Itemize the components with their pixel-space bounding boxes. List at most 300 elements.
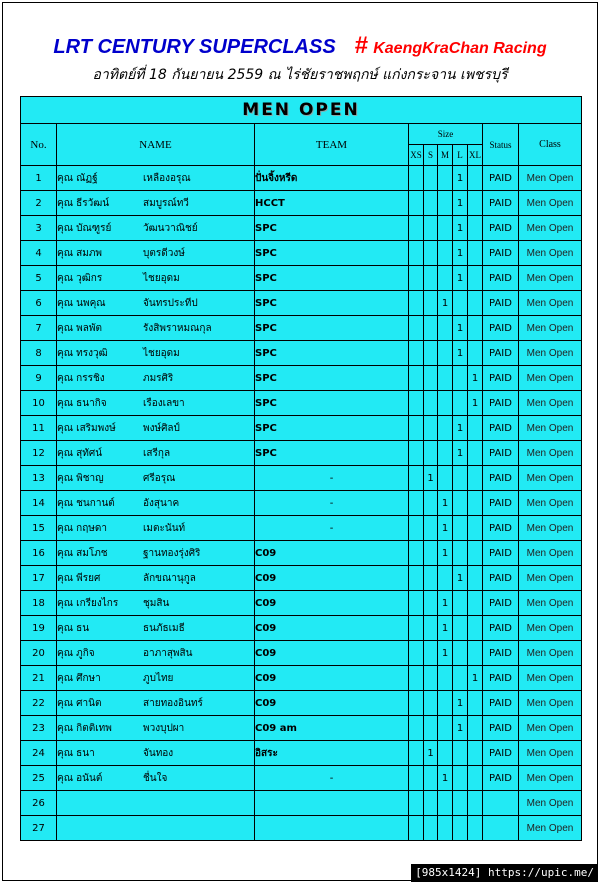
rider-name: [57, 666, 255, 691]
rider-last-name: พงษ์ศิลป์: [143, 422, 180, 434]
table-row: [21, 516, 582, 541]
row-number: 18: [21, 591, 57, 616]
payment-status: PAID: [483, 191, 519, 216]
payment-status: PAID: [483, 616, 519, 641]
rider-name: [57, 816, 255, 841]
rider-last-name: ชื่นใจ: [143, 772, 168, 784]
size-cell-xl: [468, 791, 483, 816]
size-cell-xs: [409, 491, 424, 516]
rider-name: [57, 166, 255, 191]
size-cell-l: 1: [453, 416, 468, 441]
col-header-name: NAME: [57, 124, 255, 166]
size-cell-s: [424, 191, 438, 216]
race-class: Men Open: [519, 741, 582, 766]
table-banner: [21, 97, 582, 124]
race-class: Men Open: [519, 516, 582, 541]
race-class: Men Open: [519, 766, 582, 791]
row-number: 26: [21, 791, 57, 816]
row-number: 13: [21, 466, 57, 491]
size-cell-xs: [409, 166, 424, 191]
size-cell-l: [453, 791, 468, 816]
row-number: 8: [21, 341, 57, 366]
race-class: Men Open: [519, 491, 582, 516]
rider-team: SPC: [255, 216, 409, 241]
size-cell-s: [424, 391, 438, 416]
row-number: 15: [21, 516, 57, 541]
race-class: Men Open: [519, 216, 582, 241]
payment-status: PAID: [483, 266, 519, 291]
rider-first-name: คุณ ธนากิจ: [57, 397, 107, 409]
rider-first-name: คุณ ศึกษา: [57, 672, 101, 684]
size-cell-m: [438, 716, 453, 741]
payment-status: [483, 816, 519, 841]
rider-name: [57, 641, 255, 666]
size-cell-xl: [468, 616, 483, 641]
size-cell-s: [424, 766, 438, 791]
rider-last-name: จันทอง: [143, 747, 174, 759]
payment-status: PAID: [483, 716, 519, 741]
size-cell-m: 1: [438, 766, 453, 791]
size-cell-xl: [468, 316, 483, 341]
size-cell-xl: [468, 491, 483, 516]
rider-last-name: ภูบไทย: [143, 672, 174, 684]
size-cell-xl: [468, 816, 483, 841]
size-cell-l: [453, 591, 468, 616]
rider-last-name: ฐานทองรุ่งศิริ: [143, 547, 201, 559]
col-header-team: TEAM: [255, 124, 409, 166]
table-row: [21, 691, 582, 716]
size-cell-s: [424, 716, 438, 741]
size-cell-s: [424, 441, 438, 466]
row-number: 10: [21, 391, 57, 416]
size-cell-s: [424, 641, 438, 666]
rider-name: [57, 541, 255, 566]
rider-team: C09: [255, 691, 409, 716]
rider-last-name: อังสุนาค: [143, 497, 180, 509]
table-row: [21, 466, 582, 491]
payment-status: PAID: [483, 766, 519, 791]
size-cell-xl: [468, 441, 483, 466]
size-cell-xs: [409, 716, 424, 741]
table-row: [21, 666, 582, 691]
size-header-m: M: [438, 145, 453, 166]
row-number: 12: [21, 441, 57, 466]
size-cell-xs: [409, 691, 424, 716]
rider-first-name: คุณ กิตติเทพ: [57, 722, 112, 734]
size-cell-s: [424, 416, 438, 441]
table-row: [21, 366, 582, 391]
size-cell-s: [424, 566, 438, 591]
rider-team: [255, 791, 409, 816]
row-number: 17: [21, 566, 57, 591]
size-cell-xl: [468, 741, 483, 766]
table-row: [21, 441, 582, 466]
table-row: [21, 791, 582, 816]
event-date-location: อาทิตย์ที่ 18 กันยายน 2559 ณ ไร่ชัยราชพฤกษ์ แก่งกระจาน เพชรบุรี: [92, 67, 508, 83]
row-number: 6: [21, 291, 57, 316]
size-cell-l: 1: [453, 441, 468, 466]
payment-status: PAID: [483, 666, 519, 691]
row-number: 23: [21, 716, 57, 741]
size-cell-xs: [409, 316, 424, 341]
rider-first-name: คุณ ภูกิจ: [57, 647, 95, 659]
row-number: 14: [21, 491, 57, 516]
rider-first-name: คุณ เกรียงไกร: [57, 597, 119, 609]
rider-name: [57, 441, 255, 466]
col-header-class: Class: [519, 124, 582, 166]
rider-first-name: คุณ ทรงวุฒิ: [57, 347, 108, 359]
size-cell-xl: [468, 641, 483, 666]
payment-status: PAID: [483, 541, 519, 566]
size-header-xs: XS: [409, 145, 424, 166]
table-row: [21, 166, 582, 191]
row-number: 21: [21, 666, 57, 691]
rider-team: -: [255, 766, 409, 791]
size-cell-xs: [409, 566, 424, 591]
payment-status: PAID: [483, 341, 519, 366]
rider-name: [57, 491, 255, 516]
size-cell-l: 1: [453, 316, 468, 341]
row-number: 22: [21, 691, 57, 716]
size-cell-m: 1: [438, 591, 453, 616]
race-class: Men Open: [519, 616, 582, 641]
size-cell-m: [438, 191, 453, 216]
size-cell-xl: 1: [468, 366, 483, 391]
race-class: Men Open: [519, 566, 582, 591]
size-cell-l: 1: [453, 341, 468, 366]
rider-last-name: สายทองอินทร์: [143, 697, 203, 709]
payment-status: PAID: [483, 316, 519, 341]
rider-last-name: บุตรดีวงษ์: [143, 247, 185, 259]
payment-status: PAID: [483, 291, 519, 316]
row-number: 5: [21, 266, 57, 291]
size-cell-xs: [409, 541, 424, 566]
row-number: 7: [21, 316, 57, 341]
size-cell-m: [438, 316, 453, 341]
table-row: [21, 816, 582, 841]
row-number: 16: [21, 541, 57, 566]
size-cell-xl: [468, 341, 483, 366]
size-cell-s: [424, 316, 438, 341]
rider-name: [57, 516, 255, 541]
race-class: Men Open: [519, 591, 582, 616]
payment-status: PAID: [483, 416, 519, 441]
rider-name: [57, 791, 255, 816]
race-class: Men Open: [519, 316, 582, 341]
size-cell-xs: [409, 466, 424, 491]
size-cell-xs: [409, 616, 424, 641]
payment-status: PAID: [483, 491, 519, 516]
event-title: LRT CENTURY SUPERCLASS: [53, 36, 336, 58]
rider-first-name: คุณ สมภพ: [57, 247, 103, 259]
race-class: Men Open: [519, 341, 582, 366]
row-number: 3: [21, 216, 57, 241]
payment-status: PAID: [483, 241, 519, 266]
rider-team: SPC: [255, 341, 409, 366]
size-cell-xs: [409, 416, 424, 441]
size-cell-l: [453, 741, 468, 766]
size-cell-l: 1: [453, 566, 468, 591]
payment-status: PAID: [483, 516, 519, 541]
size-cell-m: [438, 216, 453, 241]
rider-last-name: พวงบุปผา: [143, 722, 185, 734]
rider-team: SPC: [255, 266, 409, 291]
table-row: [21, 741, 582, 766]
size-cell-xl: [468, 416, 483, 441]
payment-status: PAID: [483, 391, 519, 416]
race-class: Men Open: [519, 291, 582, 316]
rider-last-name: ไชยอุดม: [143, 347, 180, 359]
size-cell-xl: [468, 291, 483, 316]
col-header-status: Status: [483, 124, 519, 166]
size-cell-l: 1: [453, 191, 468, 216]
rider-last-name: รังสิพราหมณกุล: [143, 322, 212, 334]
race-class: Men Open: [519, 716, 582, 741]
size-cell-xs: [409, 516, 424, 541]
size-cell-m: [438, 741, 453, 766]
size-cell-xl: 1: [468, 666, 483, 691]
size-header-xl: XL: [468, 145, 483, 166]
size-cell-s: [424, 666, 438, 691]
rider-first-name: คุณ พิชาญ: [57, 472, 104, 484]
race-class: Men Open: [519, 366, 582, 391]
rider-team: C09: [255, 641, 409, 666]
race-class: Men Open: [519, 641, 582, 666]
row-number: 2: [21, 191, 57, 216]
hash-symbol: #: [354, 32, 369, 59]
payment-status: PAID: [483, 591, 519, 616]
table-row: [21, 616, 582, 641]
size-cell-l: 1: [453, 216, 468, 241]
table-row: [21, 416, 582, 441]
size-cell-l: 1: [453, 716, 468, 741]
rider-team: SPC: [255, 316, 409, 341]
size-cell-m: 1: [438, 516, 453, 541]
size-header-s: S: [424, 145, 438, 166]
size-cell-l: [453, 541, 468, 566]
size-cell-s: [424, 691, 438, 716]
size-cell-xs: [409, 266, 424, 291]
rider-team: ปั่นจิ้งหรีด: [255, 166, 409, 191]
rider-name: [57, 616, 255, 641]
registration-table: [20, 96, 582, 841]
rider-last-name: ชุมสิน: [143, 597, 170, 609]
race-class: Men Open: [519, 816, 582, 841]
rider-team: [255, 816, 409, 841]
row-number: 9: [21, 366, 57, 391]
rider-name: [57, 266, 255, 291]
row-number: 20: [21, 641, 57, 666]
size-cell-xl: [468, 516, 483, 541]
rider-first-name: คุณ ธีรวัฒน์: [57, 197, 110, 209]
size-cell-s: [424, 541, 438, 566]
rider-first-name: คุณ พีรยศ: [57, 572, 101, 584]
size-cell-m: [438, 691, 453, 716]
size-cell-xl: [468, 191, 483, 216]
race-class: Men Open: [519, 191, 582, 216]
row-number: 25: [21, 766, 57, 791]
table-row: [21, 766, 582, 791]
col-header-no: No.: [21, 124, 57, 166]
rider-last-name: อาภาสุพสิน: [143, 647, 193, 659]
size-cell-l: [453, 516, 468, 541]
size-cell-xs: [409, 591, 424, 616]
size-cell-m: [438, 441, 453, 466]
size-cell-xs: [409, 741, 424, 766]
rider-last-name: ธนภัธเมธี: [143, 622, 185, 634]
size-cell-s: [424, 616, 438, 641]
size-cell-xl: 1: [468, 391, 483, 416]
rider-team: HCCT: [255, 191, 409, 216]
size-cell-m: [438, 266, 453, 291]
rider-last-name: ไชยอุดม: [143, 272, 180, 284]
size-cell-l: [453, 641, 468, 666]
race-class: Men Open: [519, 416, 582, 441]
table-row: [21, 216, 582, 241]
table-row: [21, 641, 582, 666]
rider-team: -: [255, 491, 409, 516]
rider-team: -: [255, 516, 409, 541]
size-cell-l: 1: [453, 241, 468, 266]
row-number: 1: [21, 166, 57, 191]
size-cell-xl: [468, 566, 483, 591]
rider-team: SPC: [255, 366, 409, 391]
size-cell-l: [453, 366, 468, 391]
size-cell-m: [438, 416, 453, 441]
brand-name: KaengKraChan Racing: [373, 40, 547, 57]
rider-name: [57, 566, 255, 591]
race-class: Men Open: [519, 541, 582, 566]
race-class: Men Open: [519, 791, 582, 816]
size-cell-xs: [409, 291, 424, 316]
size-cell-xl: [468, 466, 483, 491]
size-cell-s: [424, 216, 438, 241]
size-cell-m: 1: [438, 491, 453, 516]
size-cell-xs: [409, 641, 424, 666]
row-number: 24: [21, 741, 57, 766]
size-cell-m: [438, 341, 453, 366]
race-class: Men Open: [519, 241, 582, 266]
rider-last-name: ศรีอรุณ: [143, 472, 176, 484]
rider-first-name: คุณ อนันต์: [57, 772, 103, 784]
size-cell-l: 1: [453, 691, 468, 716]
row-number: 4: [21, 241, 57, 266]
size-cell-s: [424, 491, 438, 516]
payment-status: PAID: [483, 216, 519, 241]
size-cell-xl: [468, 766, 483, 791]
rider-team: C09: [255, 591, 409, 616]
size-cell-xs: [409, 341, 424, 366]
rider-first-name: คุณ กฤษดา: [57, 522, 107, 534]
table-row: [21, 591, 582, 616]
payment-status: PAID: [483, 366, 519, 391]
size-cell-s: [424, 241, 438, 266]
table-row: [21, 316, 582, 341]
size-cell-m: [438, 791, 453, 816]
rider-last-name: สมบูรณ์ทวี: [143, 197, 189, 209]
col-header-size: Size: [409, 124, 483, 145]
rider-team: -: [255, 466, 409, 491]
row-number: 27: [21, 816, 57, 841]
size-cell-s: [424, 341, 438, 366]
size-cell-xs: [409, 191, 424, 216]
rider-last-name: เมตะนันท์: [143, 522, 186, 534]
size-cell-xs: [409, 241, 424, 266]
size-cell-xl: [468, 216, 483, 241]
rider-first-name: คุณ พลพัต: [57, 322, 102, 334]
size-header-l: L: [453, 145, 468, 166]
size-cell-xs: [409, 441, 424, 466]
rider-team: C09: [255, 541, 409, 566]
rider-last-name: เรืองเลขา: [143, 397, 185, 409]
size-cell-l: [453, 616, 468, 641]
rider-last-name: ภมรศิริ: [143, 372, 174, 384]
size-cell-xl: [468, 716, 483, 741]
size-cell-xs: [409, 791, 424, 816]
rider-first-name: คุณ ชนกานต์: [57, 497, 115, 509]
size-cell-xs: [409, 816, 424, 841]
size-cell-xs: [409, 216, 424, 241]
payment-status: PAID: [483, 441, 519, 466]
rider-name: [57, 591, 255, 616]
race-class: Men Open: [519, 466, 582, 491]
race-class: Men Open: [519, 666, 582, 691]
rider-first-name: คุณ นพคุณ: [57, 297, 106, 309]
rider-team: SPC: [255, 291, 409, 316]
rider-name: [57, 716, 255, 741]
size-cell-m: [438, 666, 453, 691]
size-cell-m: [438, 166, 453, 191]
size-cell-s: [424, 791, 438, 816]
size-cell-xl: [468, 266, 483, 291]
size-cell-xl: [468, 541, 483, 566]
rider-team: อิสระ: [255, 741, 409, 766]
size-cell-s: [424, 366, 438, 391]
size-cell-l: [453, 491, 468, 516]
size-cell-xs: [409, 391, 424, 416]
rider-team: C09 am: [255, 716, 409, 741]
size-cell-s: [424, 516, 438, 541]
rider-team: C09: [255, 566, 409, 591]
rider-first-name: คุณ ธน: [57, 622, 90, 634]
rider-team: C09: [255, 666, 409, 691]
rider-first-name: คุณ ณัฏฐ์: [57, 172, 98, 184]
rider-team: SPC: [255, 391, 409, 416]
size-cell-xl: [468, 241, 483, 266]
rider-name: [57, 466, 255, 491]
size-cell-s: [424, 266, 438, 291]
rider-name: [57, 766, 255, 791]
rider-name: [57, 741, 255, 766]
rider-name: [57, 416, 255, 441]
rider-last-name: เหลืองอรุณ: [143, 172, 191, 184]
size-cell-xl: [468, 591, 483, 616]
payment-status: [483, 791, 519, 816]
size-cell-s: 1: [424, 466, 438, 491]
size-cell-m: 1: [438, 616, 453, 641]
size-cell-s: 1: [424, 741, 438, 766]
race-class: Men Open: [519, 691, 582, 716]
rider-name: [57, 191, 255, 216]
banner-title: MEN OPEN: [242, 100, 360, 120]
row-number: 11: [21, 416, 57, 441]
rider-first-name: คุณ ศานิต: [57, 697, 102, 709]
size-cell-l: 1: [453, 166, 468, 191]
rider-last-name: วัฒนวาณิชย์: [143, 222, 198, 234]
rider-last-name: เสรีกุล: [143, 447, 171, 459]
size-cell-s: [424, 291, 438, 316]
size-cell-l: [453, 391, 468, 416]
